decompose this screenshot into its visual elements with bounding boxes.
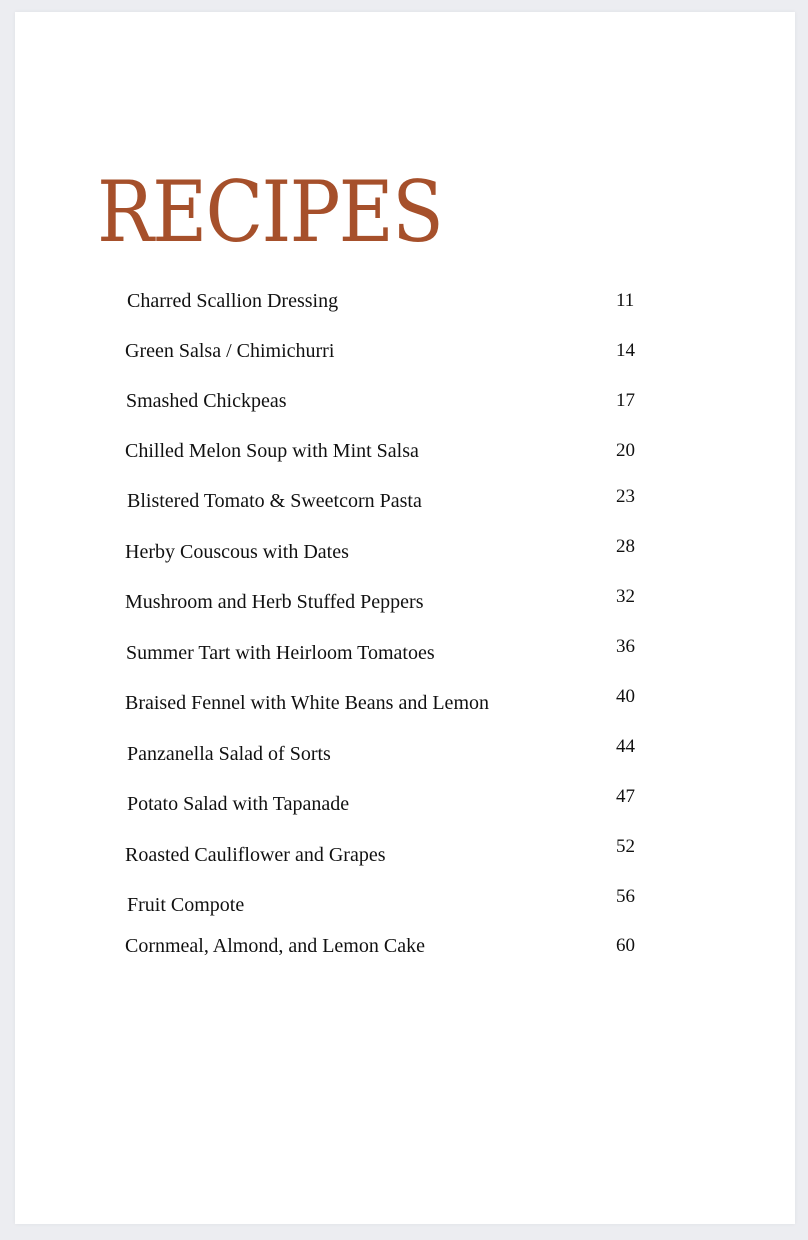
recipe-page-number: 28: [616, 536, 635, 557]
document-page: [15, 12, 795, 1224]
recipe-name: Panzanella Salad of Sorts: [127, 743, 331, 765]
recipe-page-number: 47: [616, 786, 635, 807]
recipe-page-number: 44: [616, 736, 635, 757]
recipe-page-number: 52: [616, 836, 635, 857]
recipe-name: Cornmeal, Almond, and Lemon Cake: [125, 935, 425, 957]
recipe-name: Green Salsa / Chimichurri: [125, 340, 335, 362]
recipe-name: Smashed Chickpeas: [126, 390, 287, 412]
recipe-page-number: 60: [616, 935, 635, 956]
recipe-name: Chilled Melon Soup with Mint Salsa: [125, 440, 419, 462]
recipe-name: Summer Tart with Heirloom Tomatoes: [126, 642, 435, 664]
recipe-page-number: 20: [616, 440, 635, 461]
page-title: RECIPES: [97, 163, 443, 261]
recipe-name: Potato Salad with Tapanade: [127, 793, 350, 815]
recipe-page-number: 32: [616, 586, 635, 607]
recipe-name: Braised Fennel with White Beans and Lemon: [125, 692, 489, 714]
recipe-page-number: 40: [616, 686, 635, 707]
recipe-name: Charred Scallion Dressing: [127, 290, 339, 312]
recipe-page-number: 11: [616, 290, 635, 311]
recipe-name: Herby Couscous with Dates: [125, 541, 349, 563]
recipe-name: Mushroom and Herb Stuffed Peppers: [125, 591, 424, 613]
recipe-page-number: 14: [616, 340, 635, 361]
recipe-list: [15, 12, 795, 1224]
recipe-page-number: 56: [616, 886, 635, 907]
recipe-page-number: 23: [616, 486, 635, 507]
recipe-name: Blistered Tomato & Sweetcorn Pasta: [127, 490, 422, 512]
recipe-name: Fruit Compote: [127, 894, 245, 916]
recipe-name: Roasted Cauliflower and Grapes: [125, 844, 386, 866]
recipe-page-number: 17: [616, 390, 635, 411]
recipe-page-number: 36: [616, 636, 635, 657]
